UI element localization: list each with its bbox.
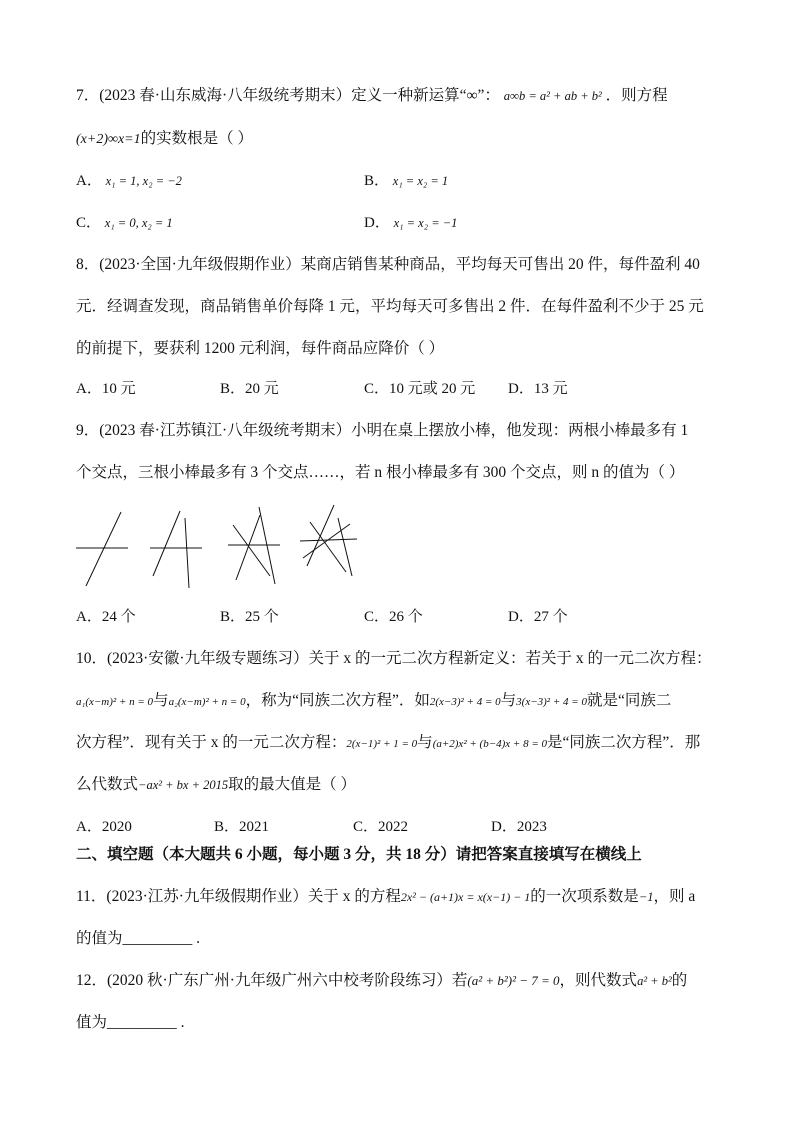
q7-option-d-math: x₁ = x₂ = −1 <box>393 216 458 230</box>
five-sticks <box>300 505 357 576</box>
q10-line2-text1: 与 <box>153 692 169 709</box>
three-sticks <box>150 511 202 588</box>
q10-line2-text4: 就是“同族二 <box>586 692 672 709</box>
q12-line1-text2: ，则代数式 <box>559 972 638 989</box>
q7-option-c-label: C． <box>76 215 102 231</box>
q9-option-c: C．26 个 <box>364 609 423 625</box>
q7-option-a-label: A． <box>76 173 102 189</box>
q8-option-c: C．10 元或 20 元 <box>364 381 476 397</box>
q10-line2-math3: 2(x−3)² + 4 = 0 <box>429 696 501 708</box>
q10-line2-math2: a₂(x−m)² + n = 0 <box>168 696 246 708</box>
q8-option-b: B．20 元 <box>220 381 279 397</box>
q10-line1: 10．(2023·安徽·九年级专题练习）关于 x 的一元二次方程新定义：若关于 x 的一元二次方程： <box>76 650 712 667</box>
q11-line1-text2: 的一次项系数是 <box>530 888 639 905</box>
q11-line1 <box>76 887 695 907</box>
q7-option-b <box>364 171 448 191</box>
q7-line2 <box>76 129 253 150</box>
four-sticks <box>228 507 280 584</box>
section2-title: 二、填空题（本大题共 6 小题，每小题 3 分，共 18 分）请把答案直接填写在横线上 <box>76 846 642 863</box>
q11-line2: 的值为_________ . <box>76 930 201 947</box>
q9-option-d: D．27 个 <box>508 609 568 625</box>
q7-line2-text: 的实数根是（ ） <box>140 130 254 147</box>
q11-line1-math1: 2x² − (a+1)x = x(x−1) − 1 <box>400 890 531 904</box>
q9-line1: 9．(2023 春·江苏镇江·八年级统考期末）小明在桌上摆放小棒，他发现：两根小棒最多有 1 <box>76 422 689 439</box>
q7-option-a-math: x₁ = 1, x₂ = −2 <box>105 174 182 188</box>
q10-line2-text3: 与 <box>500 692 517 709</box>
q10-line4 <box>76 775 356 795</box>
q12-line1-math1: (a² + b²)² − 7 = 0 <box>467 973 560 988</box>
sticks-figure <box>76 504 366 590</box>
q11-line1-math2: −1 <box>638 890 654 904</box>
q7-option-c <box>76 213 173 233</box>
q12-line1-text1: 12．(2020 秋·广东广州·九年级广州六中校考阶段练习）若 <box>76 972 468 989</box>
q7-line1 <box>76 86 668 106</box>
q10-line4-text1: 么代数式 <box>76 776 139 793</box>
q10-option-c: C．2022 <box>353 819 409 835</box>
q7-option-d <box>364 213 457 233</box>
q10-line3 <box>76 733 700 754</box>
q10-line3-text1: 次方程”．现有关于 x 的一元二次方程： <box>76 734 347 751</box>
q9-option-b: B．25 个 <box>220 609 279 625</box>
q9-line2: 个交点，三根小棒最多有 3 个交点……，若 n 根小棒最多有 300 个交点，则 n 的值为（ ） <box>76 464 685 481</box>
q12-line1-math2: a² + b² <box>637 974 672 988</box>
two-sticks <box>76 512 128 586</box>
q8-line2: 元．经调查发现，商品销售单价每降 1 元，平均每天可多售出 2 件．在每件盈利不少于 25 元 <box>76 298 704 315</box>
q7-option-d-label: D． <box>364 215 390 231</box>
q8-line3: 的前提下，要获利 1200 元利润，每件商品应降价（ ） <box>76 340 445 357</box>
q8-option-d: D．13 元 <box>508 381 568 397</box>
q10-line3-math2: (a+2)x² + (b−4)x + 8 = 0 <box>432 738 548 750</box>
q10-line3-math1: 2(x−1)² + 1 = 0 <box>346 738 418 750</box>
q8-line1: 8．(2023·全国·九年级假期作业）某商店销售某种商品，平均每天可售出 20 件，每件盈利 40 <box>76 256 700 273</box>
q10-line2-text2: ，称为“同族二次方程”．如 <box>245 692 430 709</box>
q10-option-b: B．2021 <box>214 819 270 835</box>
q7-option-a <box>76 171 182 191</box>
q10-option-a: A．2020 <box>76 819 132 835</box>
q10-line4-math1: −ax² + bx + 2015 <box>138 778 229 792</box>
q12-line1-text3: 的 <box>671 972 688 989</box>
q7-option-b-math: x₁ = x₂ = 1 <box>392 174 449 188</box>
q12-line2: 值为_________ . <box>76 1014 185 1031</box>
q7-line1-math: a∞b = a² + ab + b² <box>503 89 602 103</box>
q7-option-c-math: x₁ = 0, x₂ = 1 <box>104 216 173 230</box>
q7-line1-text: 7．(2023 春·山东威海·八年级统考期末）定义一种新运算“∞”： <box>76 87 500 104</box>
q10-line3-text3: 是“同族二次方程”．那 <box>547 734 701 751</box>
q8-option-a: A．10 元 <box>76 381 136 397</box>
q7-line1-tail: ．则方程 <box>605 87 668 104</box>
q12-line1 <box>76 971 687 991</box>
q10-line2-math1: a₁(x−m)² + n = 0 <box>76 696 154 708</box>
q7-option-b-label: B． <box>364 173 390 189</box>
q7-line2-math: (x+2)∞x=1 <box>76 132 141 147</box>
q10-line3-text2: 与 <box>417 734 433 751</box>
q10-line2 <box>76 691 671 712</box>
q11-line1-text3: ，则 a <box>653 888 696 905</box>
q10-option-d: D．2023 <box>491 819 547 835</box>
q9-option-a: A．24 个 <box>76 609 136 625</box>
q11-line1-text1: 11．(2023·江苏·九年级假期作业）关于 x 的方程 <box>76 888 401 905</box>
q10-line4-text2: 取的最大值是（ ） <box>228 776 357 793</box>
q10-line2-math4: 3(x−3)² + 4 = 0 <box>516 696 587 708</box>
